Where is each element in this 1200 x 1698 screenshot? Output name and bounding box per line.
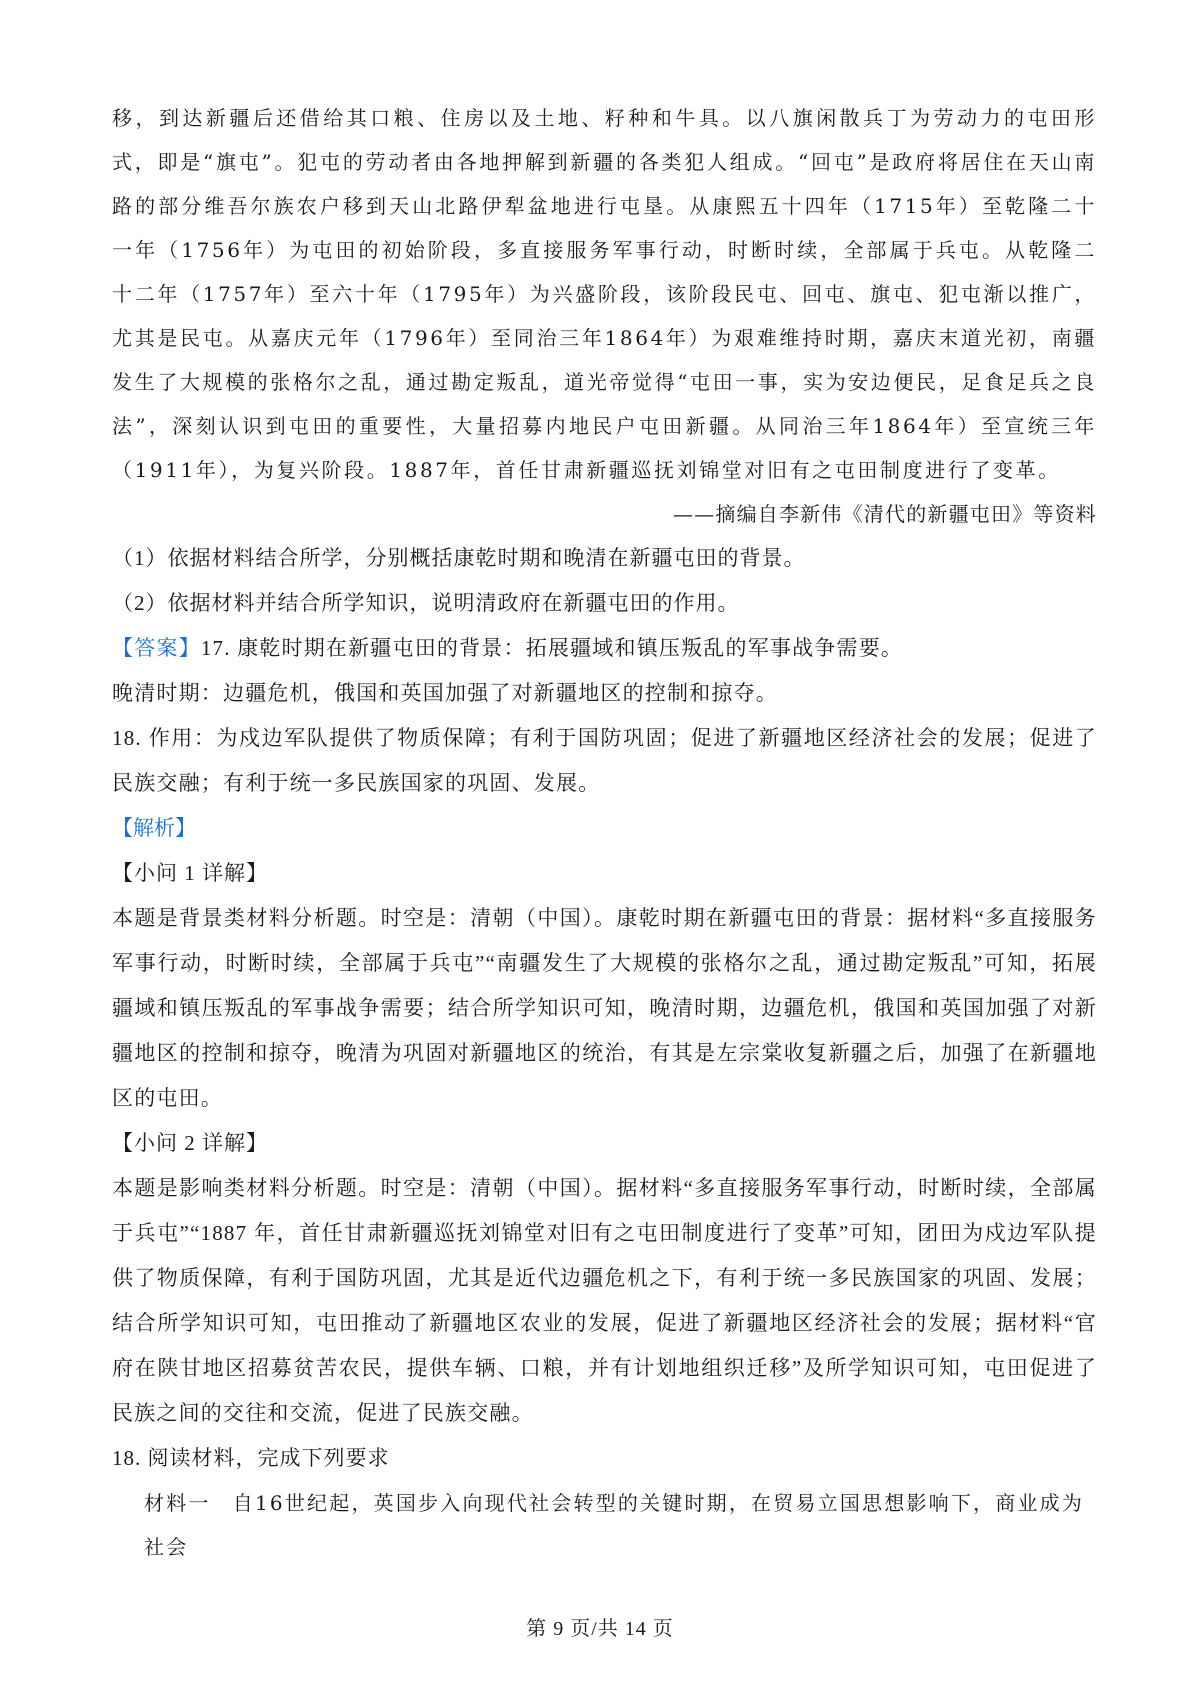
answer-line-2: 晚清时期：边疆危机，俄国和英国加强了对新疆地区的控制和掠夺。 — [112, 681, 778, 705]
sub-question-2-text: 本题是影响类材料分析题。时空是：清朝（中国）。据材料“多直接服务军事行动，时断时续，全部属于兵屯”“1887 年，首任甘肃新疆巡抚刘锦堂对旧有之屯田制度进行了变革”可知，团田为戍边军队提供了物质保障，有利于国防巩固，尤其是近代边疆危机之下，有利于统一多民族国家的巩固、发展；结合所学知识可知，屯田推动了新疆地区农业的发展，促进了新疆地区经济社会的发展；据材料“官府在陕甘地区招募贫苦农民，提供车辆、口粮，并有计划地组织迁移”及所学知识可知，屯田促进了民族之间的交往和交流，促进了民族交融。 — [112, 1176, 1097, 1425]
answer-line-3: 18. 作用：为戍边军队提供了物质保障；有利于国防巩固；促进了新疆地区经济社会的发展；促进了民族交融；有利于统一多民族国家的巩固、发展。 — [112, 726, 1097, 795]
analysis-tag: 【解析】 — [112, 816, 196, 840]
answer-tag: 【答案】 — [112, 636, 201, 660]
material-source: ——摘编自李新伟《清代的新疆屯田》等资料 — [673, 502, 1097, 526]
answer-line-1 — [112, 626, 1097, 671]
question-2: （2）依据材料并结合所学知识，说明清政府在新疆屯田的作用。 — [112, 591, 740, 615]
question-18-material: 材料一 自16世纪起，英国步入向现代社会转型的关键时期，在贸易立国思想影响下，商业成为社会 — [144, 1491, 1085, 1559]
question-1: （1）依据材料结合所学，分别概括康乾时期和晚清在新疆屯田的背景。 — [112, 546, 806, 570]
sub-question-1-text: 本题是背景类材料分析题。时空是：清朝（中国）。康乾时期在新疆屯田的背景：据材料“多直接服务军事行动，时断时续，全部属于兵屯”“南疆发生了大规模的张格尔之乱，通过勘定叛乱”可知，拓展疆域和镇压叛乱的军事战争需要；结合所学知识可知，晚清时期，边疆危机，俄国和英国加强了对新疆地区的控制和掠夺，晚清为巩固对新疆地区的统治，有其是左宗棠收复新疆之后，加强了在新疆地区的屯田。 — [112, 906, 1097, 1110]
sub-question-2-title: 【小问 2 详解】 — [112, 1131, 268, 1155]
page-number-footer: 第 9 页/共 14 页 — [526, 1618, 674, 1640]
sub-question-1-title: 【小问 1 详解】 — [112, 861, 268, 885]
page-content — [112, 96, 1097, 1569]
question-18-title: 18. 阅读材料，完成下列要求 — [112, 1446, 390, 1470]
answer-text-1: 17. 康乾时期在新疆屯田的背景：拓展疆域和镇压叛乱的军事战争需要。 — [200, 636, 904, 660]
material-paragraph: 移，到达新疆后还借给其口粮、住房以及土地、籽种和牛具。以八旗闲散兵丁为劳动力的屯田形式，即是“旗屯”。犯屯的劳动者由各地押解到新疆的各类犯人组成。“回屯”是政府将居住在天山南路的部分维吾尔族农户移到天山北路伊犁盆地进行屯垦。从康熙五十四年（1715年）至乾隆二十一年（1756年）为屯田的初始阶段，多直接服务军事行动，时断时续，全部属于兵屯。从乾隆二十二年（1757年）至六十年（1795年）为兴盛阶段，该阶段民屯、回屯、旗屯、犯屯渐以推广，尤其是民屯。从嘉庆元年（1796年）至同治三年1864年）为艰难维持时期，嘉庆末道光初，南疆发生了大规模的张格尔之乱，通过勘定叛乱，道光帝觉得“屯田一事，实为安边便民，足食足兵之良法”，深刻认识到屯田的重要性，大量招募内地民户屯田新疆。从同治三年1864年）至宣统三年（1911年），为复兴阶段。1887年，首任甘肃新疆巡抚刘锦堂对旧有之屯田制度进行了变革。 — [112, 106, 1097, 482]
